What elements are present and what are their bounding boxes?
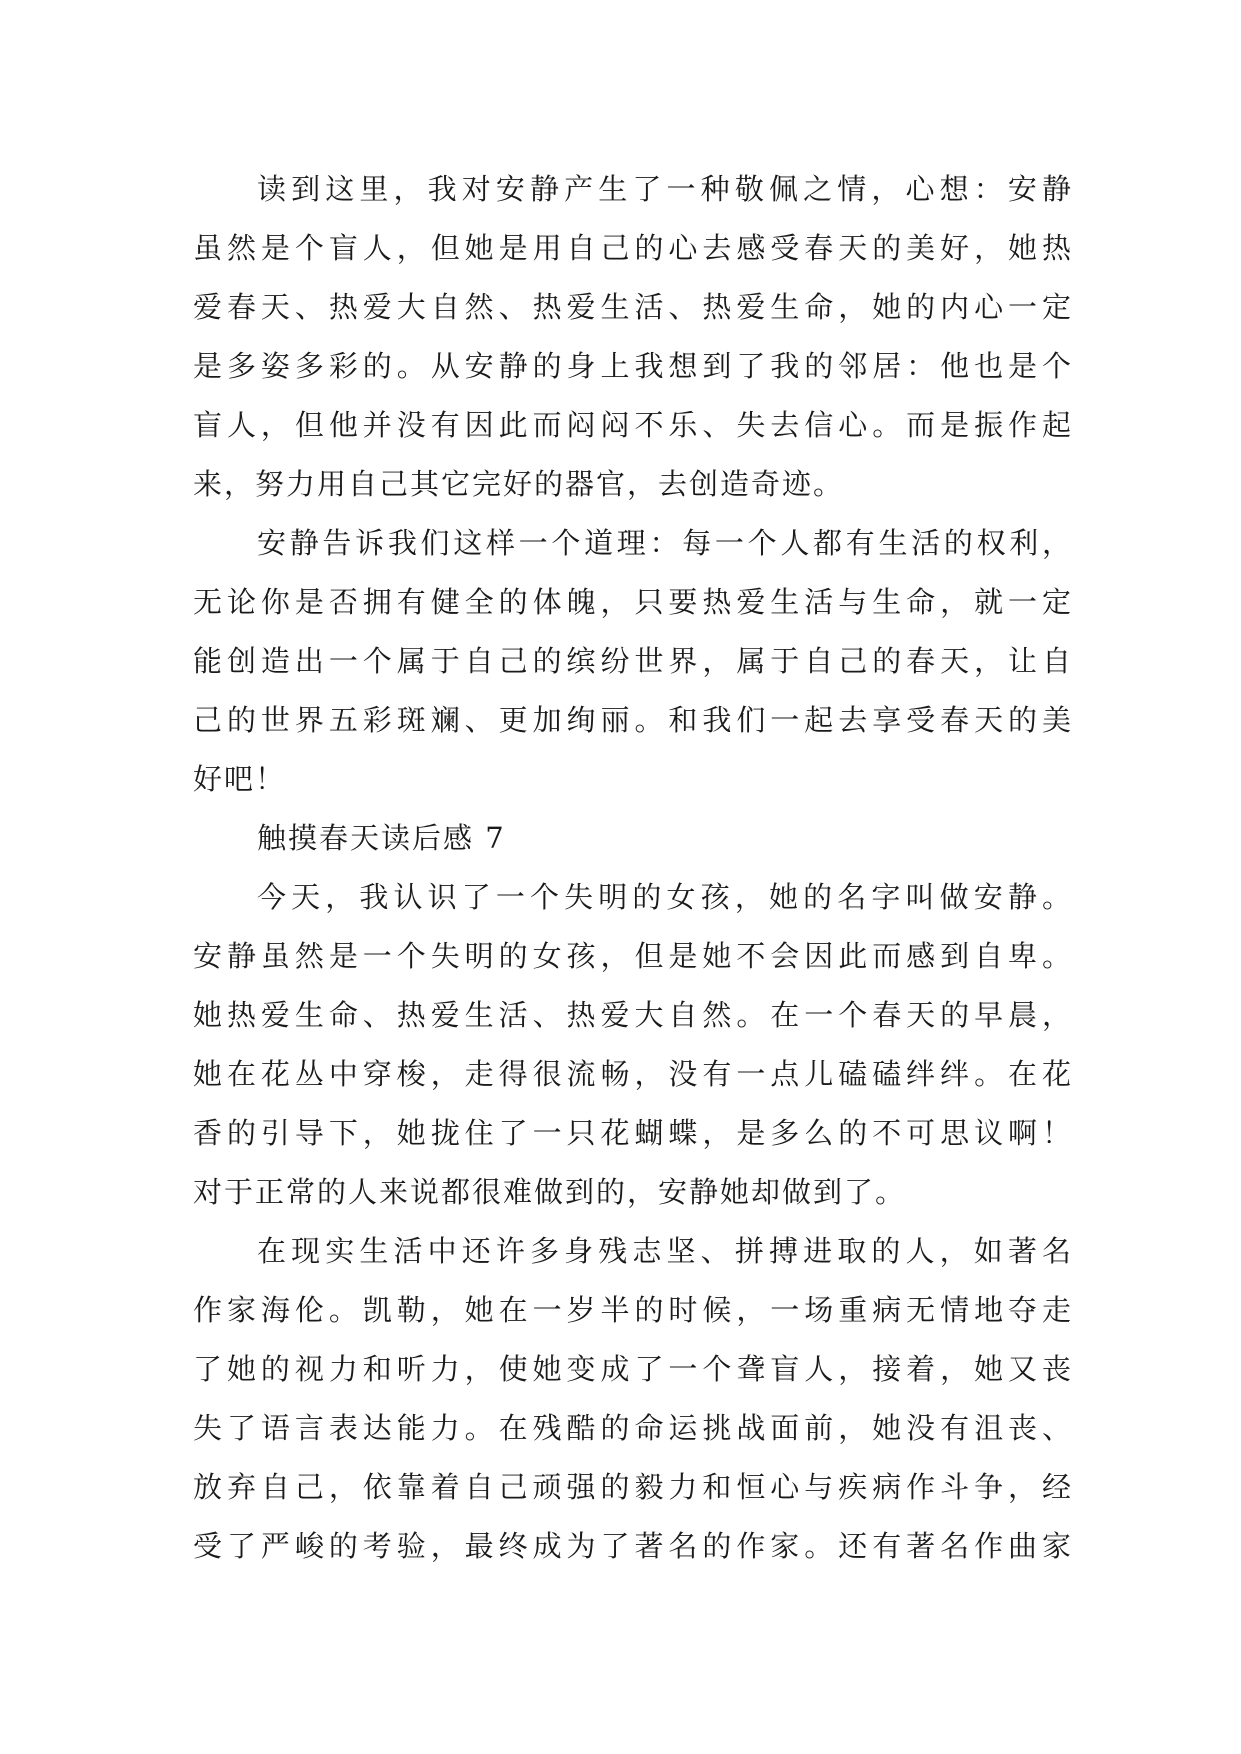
paragraph-line: 来，努力用自己其它完好的器官，去创造奇迹。 [193, 467, 845, 501]
paragraph-line: 安静虽然是一个失明的女孩，但是她不会因此而感到自卑。 [193, 939, 1073, 973]
paragraph-line: 她热爱生命、热爱生活、热爱大自然。在一个春天的早晨， [193, 998, 1073, 1032]
paragraph-line: 她在花丛中穿梭，走得很流畅，没有一点儿磕磕绊绊。在花 [193, 1057, 1073, 1091]
paragraph-line: 香的引导下，她拢住了一只花蝴蝶，是多么的不可思议啊！ [193, 1116, 1073, 1150]
paragraph-line: 能创造出一个属于自己的缤纷世界，属于自己的春天，让自 [193, 644, 1073, 678]
paragraph-line: 在现实生活中还许多身残志坚、拼搏进取的人，如著名 [257, 1234, 1073, 1268]
paragraph-line: 无论你是否拥有健全的体魄，只要热爱生活与生命，就一定 [193, 585, 1073, 619]
paragraph-line: 是多姿多彩的。从安静的身上我想到了我的邻居：他也是个 [193, 349, 1073, 383]
paragraph-line: 作家海伦。凯勒，她在一岁半的时候，一场重病无情地夺走 [193, 1293, 1073, 1327]
paragraph-line: 好吧！ [193, 762, 287, 796]
paragraph-line: 爱春天、热爱大自然、热爱生活、热爱生命，她的内心一定 [193, 290, 1073, 324]
paragraph-1 [193, 160, 1073, 514]
paragraph-line: 安静告诉我们这样一个道理：每一个人都有生活的权利， [257, 526, 1073, 560]
paragraph-line: 了她的视力和听力，使她变成了一个聋盲人，接着，她又丧 [193, 1352, 1073, 1386]
paragraph-line: 受了严峻的考验，最终成为了著名的作家。还有著名作曲家 [193, 1529, 1073, 1563]
paragraph-line: 放弃自己，依靠着自己顽强的毅力和恒心与疾病作斗争，经 [193, 1470, 1073, 1504]
paragraph-line: 对于正常的人来说都很难做到的，安静她却做到了。 [193, 1175, 907, 1209]
paragraph-4 [193, 1222, 1073, 1576]
section-heading: 触摸春天读后感 7 [257, 821, 506, 855]
paragraph-line: 盲人，但他并没有因此而闷闷不乐、失去信心。而是振作起 [193, 408, 1073, 442]
paragraph-3 [193, 868, 1073, 1222]
paragraph-line: 今天，我认识了一个失明的女孩，她的名字叫做安静。 [257, 880, 1073, 914]
paragraph-line: 虽然是个盲人，但她是用自己的心去感受春天的美好，她热 [193, 231, 1073, 265]
paragraph-2 [193, 514, 1073, 809]
paragraph-line: 己的世界五彩斑斓、更加绚丽。和我们一起去享受春天的美 [193, 703, 1073, 737]
document-body [193, 160, 1073, 1576]
paragraph-line: 读到这里，我对安静产生了一种敬佩之情，心想：安静 [257, 172, 1073, 206]
paragraph-line: 失了语言表达能力。在残酷的命运挑战面前，她没有沮丧、 [193, 1411, 1073, 1445]
